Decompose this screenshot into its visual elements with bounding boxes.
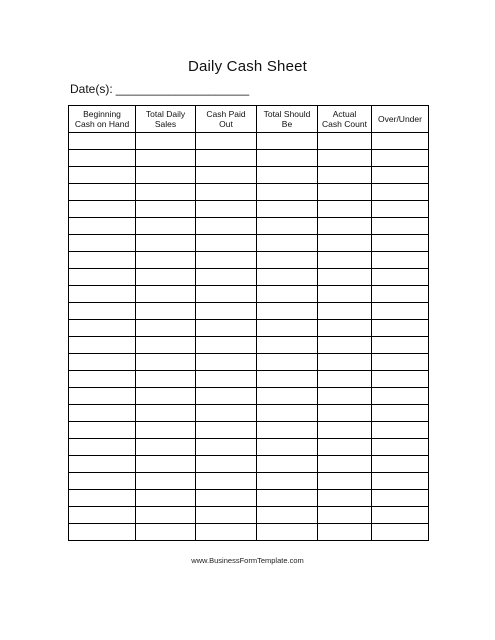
- table-cell[interactable]: [257, 184, 318, 201]
- table-cell[interactable]: [136, 133, 196, 150]
- table-cell[interactable]: [136, 201, 196, 218]
- table-cell[interactable]: [372, 150, 429, 167]
- table-cell[interactable]: [372, 388, 429, 405]
- table-cell[interactable]: [318, 133, 372, 150]
- table-cell[interactable]: [318, 354, 372, 371]
- table-cell[interactable]: [69, 473, 136, 490]
- table-cell[interactable]: [372, 320, 429, 337]
- table-cell[interactable]: [136, 167, 196, 184]
- table-cell[interactable]: [318, 524, 372, 541]
- column-header-total-should-be: Total Should Be: [257, 106, 318, 133]
- table-cell[interactable]: [69, 439, 136, 456]
- table-cell[interactable]: [318, 269, 372, 286]
- table-cell[interactable]: [136, 422, 196, 439]
- table-row: [69, 524, 429, 541]
- table-cell[interactable]: [257, 303, 318, 320]
- column-header-over-under: Over/Under: [372, 106, 429, 133]
- table-cell[interactable]: [196, 337, 257, 354]
- column-header-total-daily-sales: Total Daily Sales: [136, 106, 196, 133]
- table-cell[interactable]: [257, 439, 318, 456]
- dates-label: Date(s):: [70, 82, 113, 96]
- table-cell[interactable]: [257, 167, 318, 184]
- table-cell[interactable]: [136, 490, 196, 507]
- table-row: [69, 405, 429, 422]
- column-header-cash-paid-out: Cash Paid Out: [196, 106, 257, 133]
- table-cell[interactable]: [318, 184, 372, 201]
- table-cell[interactable]: [136, 184, 196, 201]
- table-cell[interactable]: [196, 456, 257, 473]
- table-cell[interactable]: [196, 405, 257, 422]
- table-cell[interactable]: [318, 252, 372, 269]
- table-cell[interactable]: [69, 371, 136, 388]
- table-cell[interactable]: [372, 439, 429, 456]
- table-cell[interactable]: [196, 184, 257, 201]
- table-cell[interactable]: [196, 286, 257, 303]
- table-cell[interactable]: [136, 337, 196, 354]
- table-cell[interactable]: [69, 286, 136, 303]
- table-cell[interactable]: [196, 354, 257, 371]
- table-row: [69, 252, 429, 269]
- table-cell[interactable]: [136, 235, 196, 252]
- table-cell[interactable]: [257, 490, 318, 507]
- table-row: [69, 269, 429, 286]
- column-header-beginning-cash: Beginning Cash on Hand: [69, 106, 136, 133]
- table-row: [69, 218, 429, 235]
- table-cell[interactable]: [136, 354, 196, 371]
- table-cell[interactable]: [318, 422, 372, 439]
- table-row: [69, 490, 429, 507]
- table-cell[interactable]: [69, 218, 136, 235]
- table-cell[interactable]: [257, 320, 318, 337]
- table-row: [69, 235, 429, 252]
- table-cell[interactable]: [372, 167, 429, 184]
- table-cell[interactable]: [196, 167, 257, 184]
- table-cell[interactable]: [136, 371, 196, 388]
- table-row: [69, 320, 429, 337]
- table-cell[interactable]: [69, 150, 136, 167]
- cash-sheet-table: [68, 105, 429, 541]
- table-cell[interactable]: [257, 235, 318, 252]
- table-cell[interactable]: [372, 201, 429, 218]
- table-cell[interactable]: [136, 269, 196, 286]
- table-cell[interactable]: [318, 167, 372, 184]
- table-cell[interactable]: [318, 456, 372, 473]
- table-row: [69, 354, 429, 371]
- table-row: [69, 456, 429, 473]
- table-row: [69, 422, 429, 439]
- table-cell[interactable]: [372, 507, 429, 524]
- table-cell[interactable]: [257, 388, 318, 405]
- table-cell[interactable]: [257, 524, 318, 541]
- table-cell[interactable]: [69, 252, 136, 269]
- table-cell[interactable]: [196, 507, 257, 524]
- table-cell[interactable]: [372, 133, 429, 150]
- table-cell[interactable]: [136, 388, 196, 405]
- table-cell[interactable]: [318, 201, 372, 218]
- table-cell[interactable]: [257, 218, 318, 235]
- table-cell[interactable]: [136, 473, 196, 490]
- table-cell[interactable]: [196, 320, 257, 337]
- table-cell[interactable]: [196, 303, 257, 320]
- table-cell[interactable]: [372, 218, 429, 235]
- table-cell[interactable]: [69, 201, 136, 218]
- table-row: [69, 473, 429, 490]
- table-cell[interactable]: [136, 320, 196, 337]
- table-cell[interactable]: [372, 354, 429, 371]
- table-cell[interactable]: [136, 286, 196, 303]
- table-cell[interactable]: [318, 371, 372, 388]
- table-row: [69, 286, 429, 303]
- table-row: [69, 167, 429, 184]
- table-cell[interactable]: [69, 133, 136, 150]
- table-row: [69, 337, 429, 354]
- table-cell[interactable]: [136, 405, 196, 422]
- table-cell[interactable]: [257, 354, 318, 371]
- table-cell[interactable]: [69, 184, 136, 201]
- page-title: Daily Cash Sheet: [187, 58, 308, 75]
- table-cell[interactable]: [257, 507, 318, 524]
- table-body: [69, 133, 429, 541]
- table-cell[interactable]: [372, 422, 429, 439]
- table-cell[interactable]: [69, 337, 136, 354]
- table-row: [69, 150, 429, 167]
- table-cell[interactable]: [372, 286, 429, 303]
- table-cell[interactable]: [318, 303, 372, 320]
- table-cell[interactable]: [69, 422, 136, 439]
- table-cell[interactable]: [69, 269, 136, 286]
- column-header-actual-cash-count: Actual Cash Count: [318, 106, 372, 133]
- table-cell[interactable]: [257, 252, 318, 269]
- table-cell[interactable]: [372, 405, 429, 422]
- table-cell[interactable]: [196, 473, 257, 490]
- table-cell[interactable]: [196, 235, 257, 252]
- table-cell[interactable]: [196, 422, 257, 439]
- table-cell[interactable]: [69, 405, 136, 422]
- table-cell[interactable]: [196, 150, 257, 167]
- table-cell[interactable]: [318, 490, 372, 507]
- header-row: [69, 106, 429, 133]
- table-cell[interactable]: [196, 524, 257, 541]
- table-cell[interactable]: [257, 473, 318, 490]
- table-cell[interactable]: [196, 133, 257, 150]
- table-cell[interactable]: [318, 218, 372, 235]
- table-cell[interactable]: [318, 388, 372, 405]
- table-cell[interactable]: [372, 371, 429, 388]
- table-cell[interactable]: [318, 405, 372, 422]
- table-cell[interactable]: [257, 337, 318, 354]
- table-cell[interactable]: [136, 303, 196, 320]
- table-cell[interactable]: [318, 235, 372, 252]
- table-cell[interactable]: [69, 167, 136, 184]
- table-row: [69, 201, 429, 218]
- table-row: [69, 388, 429, 405]
- table-cell[interactable]: [318, 439, 372, 456]
- table-cell[interactable]: [136, 252, 196, 269]
- table-cell[interactable]: [257, 133, 318, 150]
- table-cell[interactable]: [372, 456, 429, 473]
- dates-field: [70, 82, 249, 96]
- dates-blank-line[interactable]: ____________________: [115, 82, 250, 96]
- table-cell[interactable]: [372, 490, 429, 507]
- table-cell[interactable]: [196, 439, 257, 456]
- table-cell[interactable]: [196, 371, 257, 388]
- table-cell[interactable]: [318, 473, 372, 490]
- table-row: [69, 371, 429, 388]
- table-cell[interactable]: [372, 235, 429, 252]
- table-cell[interactable]: [136, 150, 196, 167]
- table-cell[interactable]: [69, 388, 136, 405]
- table-cell[interactable]: [372, 184, 429, 201]
- table-cell[interactable]: [136, 218, 196, 235]
- table-cell[interactable]: [69, 490, 136, 507]
- table-cell[interactable]: [69, 507, 136, 524]
- footer-url: www.BusinessFormTemplate.com: [191, 556, 304, 565]
- table-cell[interactable]: [318, 150, 372, 167]
- table-cell[interactable]: [372, 524, 429, 541]
- table-row: [69, 184, 429, 201]
- table-cell[interactable]: [257, 269, 318, 286]
- table-cell[interactable]: [318, 286, 372, 303]
- table-cell[interactable]: [257, 201, 318, 218]
- table-cell[interactable]: [69, 235, 136, 252]
- table-cell[interactable]: [372, 473, 429, 490]
- table-cell[interactable]: [372, 303, 429, 320]
- table-cell[interactable]: [257, 371, 318, 388]
- table-cell[interactable]: [372, 337, 429, 354]
- table-cell[interactable]: [318, 507, 372, 524]
- table-cell[interactable]: [196, 388, 257, 405]
- table-cell[interactable]: [136, 507, 196, 524]
- table-cell[interactable]: [257, 422, 318, 439]
- table-cell[interactable]: [372, 269, 429, 286]
- table-cell[interactable]: [196, 201, 257, 218]
- table-cell[interactable]: [69, 354, 136, 371]
- table-row: [69, 507, 429, 524]
- table-cell[interactable]: [318, 337, 372, 354]
- table-cell[interactable]: [196, 252, 257, 269]
- table-cell[interactable]: [257, 405, 318, 422]
- table-cell[interactable]: [372, 252, 429, 269]
- table-cell[interactable]: [257, 456, 318, 473]
- table-cell[interactable]: [69, 320, 136, 337]
- table-row: [69, 133, 429, 150]
- table-cell[interactable]: [257, 286, 318, 303]
- table-row: [69, 303, 429, 320]
- table-cell[interactable]: [196, 490, 257, 507]
- table-cell[interactable]: [196, 218, 257, 235]
- table-cell[interactable]: [318, 320, 372, 337]
- table-cell[interactable]: [136, 456, 196, 473]
- table-cell[interactable]: [69, 303, 136, 320]
- table-row: [69, 439, 429, 456]
- table-cell[interactable]: [196, 269, 257, 286]
- table-cell[interactable]: [69, 456, 136, 473]
- table-cell[interactable]: [136, 439, 196, 456]
- table-cell[interactable]: [257, 150, 318, 167]
- table-cell[interactable]: [69, 524, 136, 541]
- table-cell[interactable]: [136, 524, 196, 541]
